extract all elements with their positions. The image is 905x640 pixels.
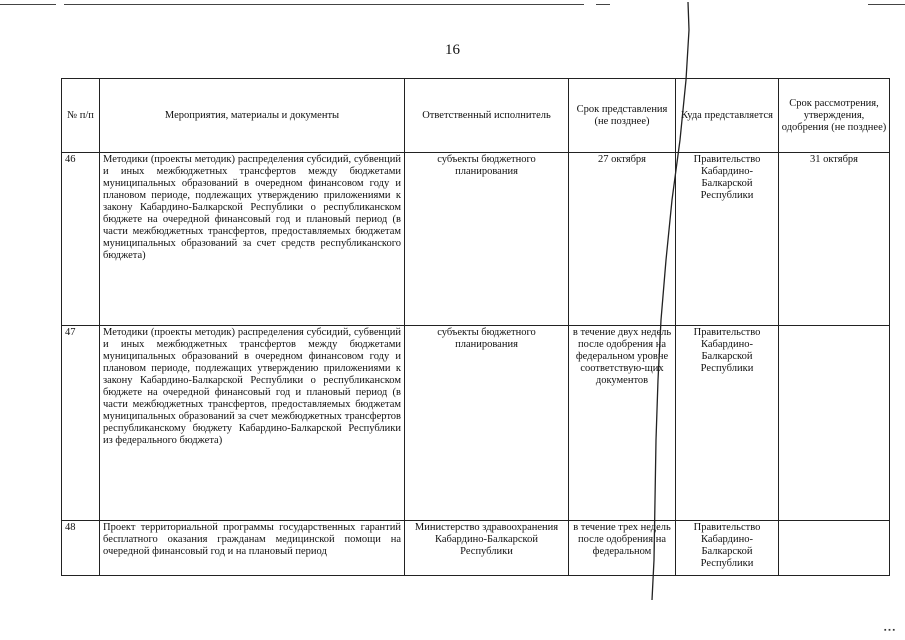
row-review: 31 октября [779,153,890,326]
schedule-table [61,78,890,576]
header-num: № п/п [62,79,100,153]
row-number: 48 [62,521,100,576]
row-activity: Методики (проекты методик) распределения субсидий, субвенций и иных межбюджетных трансфертов между бюджетами муниципальных образований в очередном финансовом году и плановом периоде, подлежащих утверждению приложениями к закону Кабардино-Балкарской Республики о республиканском бюджете на очередной финансовый год и плановый период (в части межбюджетных трансфертов, предоставляемых бюджетам муниципальных образований за счет средств республиканского бюджета) [100,153,405,326]
header-activity: Мероприятия, материалы и документы [100,79,405,153]
row-responsible: субъекты бюджетного планирования [405,326,569,521]
scan-top-rule-right [868,4,905,5]
row-responsible: Министерство здравоохранения Кабардино-Балкарской Республики [405,521,569,576]
header-responsible: Ответственный исполнитель [405,79,569,153]
row-number: 47 [62,326,100,521]
table-row [62,326,890,521]
header-recipient: Куда представляется [676,79,779,153]
row-recipient: Правительство Кабардино-Балкарской Республики [676,326,779,521]
header-row [62,79,890,153]
table-row [62,153,890,326]
row-deadline: в течение трех недель после одобрения на федеральном [569,521,676,576]
scan-top-rule-left [0,4,56,5]
table-row [62,521,890,576]
scan-top-rule-short [596,4,610,5]
page-number: 16 [445,42,460,58]
corner-scan-mark: ▪ ▪ ▪ [884,626,895,634]
row-deadline: 27 октября [569,153,676,326]
row-review [779,326,890,521]
row-activity: Проект территориальной программы государственных гарантий бесплатного оказания гражданам медицинской помощи на очередной финансовый год и на плановый период [100,521,405,576]
row-activity: Методики (проекты методик) распределения субсидий, субвенций и иных межбюджетных трансфертов между бюджетами муниципальных образований в очередном финансовом году и плановом периоде, подлежащих утверждению приложениями к закону Кабардино-Балкарской Республики о республиканском бюджете на очередной финансовый год и плановый период (в части межбюджетных трансфертов, предоставляемых бюджетам муниципальных образований за счет межбюджетных трансфертов республиканскому бюджету Кабардино-Балкарской Республики из федерального бюджета) [100,326,405,521]
row-deadline: в течение двух недель после одобрения на федеральном уровне соответствую-щих документов [569,326,676,521]
header-review: Срок рассмотрения, утверждения, одобрения (не позднее) [779,79,890,153]
row-review [779,521,890,576]
row-recipient: Правительство Кабардино-Балкарской Республики [676,153,779,326]
row-number: 46 [62,153,100,326]
row-recipient: Правительство Кабардино-Балкарской Республики [676,521,779,576]
header-deadline: Срок представления (не позднее) [569,79,676,153]
row-responsible: субъекты бюджетного планирования [405,153,569,326]
scan-top-rule-middle [64,4,584,5]
